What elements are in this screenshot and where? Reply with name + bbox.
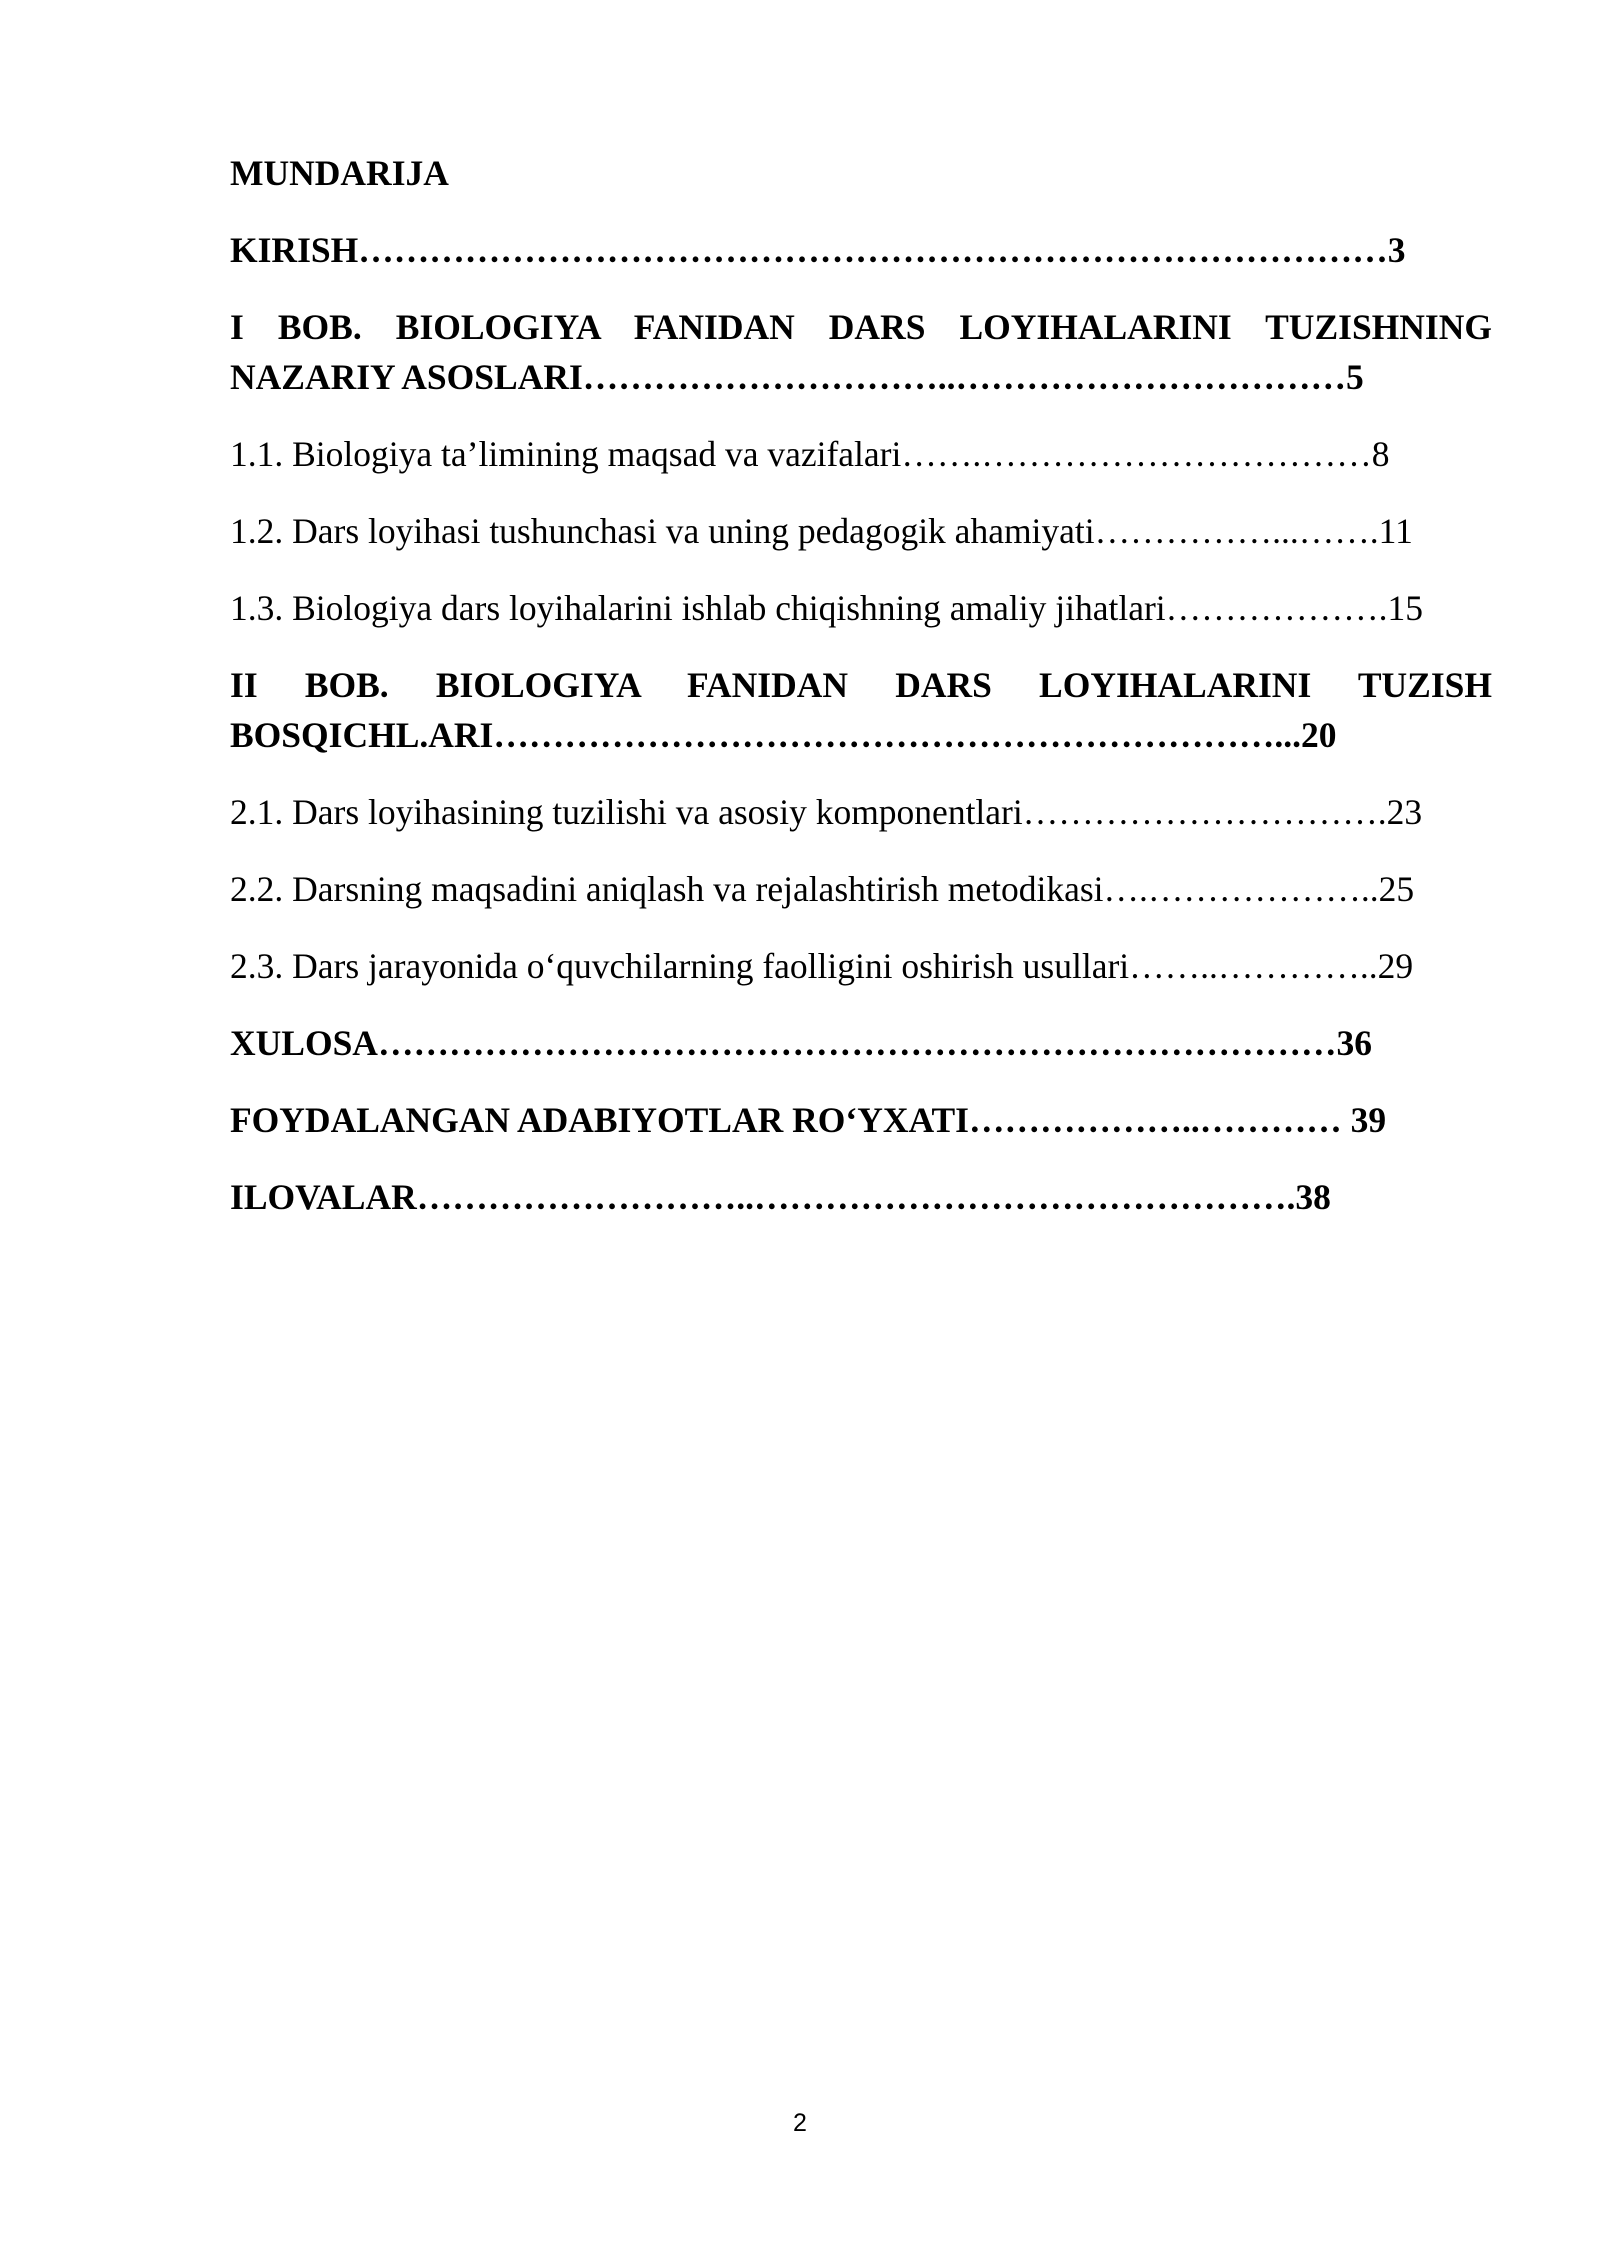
toc-entry-ilovalar: ILOVALAR………………………..……………………………………….38 <box>230 1177 1331 1217</box>
toc-entry-2-2: 2.2. Darsning maqsadini aniqlash va rejalashtirish metodikasi….………………..25 <box>230 869 1415 909</box>
toc-entry-kirish: KIRISH……………………………………………………………………………3 <box>230 230 1406 270</box>
toc-entry-chapter-2: II BOB. BIOLOGIYA FANIDAN DARS LOYIHALARINI TUZISH BOSQICHL.ARI…………………………………………………………...20 <box>230 665 1492 755</box>
toc-heading: MUNDARIJA <box>230 153 449 193</box>
toc-entry-chapter-1: I BOB. BIOLOGIYA FANIDAN DARS LOYIHALARINI TUZISHNING NAZARIY ASOSLARI…………………………..……………………………5 <box>230 307 1492 397</box>
table-of-contents <box>230 148 1492 1249</box>
toc-entry-1-2: 1.2. Dars loyihasi tushunchasi va uning pedagogik ahamiyati……………...…….11 <box>230 511 1413 551</box>
toc-entry-1-1: 1.1. Biologiya ta’limining maqsad va vazifalari…….……………………………8 <box>230 434 1390 474</box>
toc-entry-2-3: 2.3. Dars jarayonida o‘quvchilarning faolligini oshirish usullari……..…………..29 <box>230 946 1414 986</box>
toc-entry-2-1: 2.1. Dars loyihasining tuzilishi va asosiy komponentlari………………………….23 <box>230 792 1423 832</box>
toc-entry-1-3: 1.3. Biologiya dars loyihalarini ishlab chiqishning amaliy jihatlari……………….15 <box>230 588 1424 628</box>
page-number: 2 <box>793 2109 807 2137</box>
toc-entry-xulosa: XULOSA………………………………………………………………………36 <box>230 1023 1372 1063</box>
toc-entry-references: FOYDALANGAN ADABIYOTLAR RO‘YXATI………………..………… 39 <box>230 1100 1387 1140</box>
